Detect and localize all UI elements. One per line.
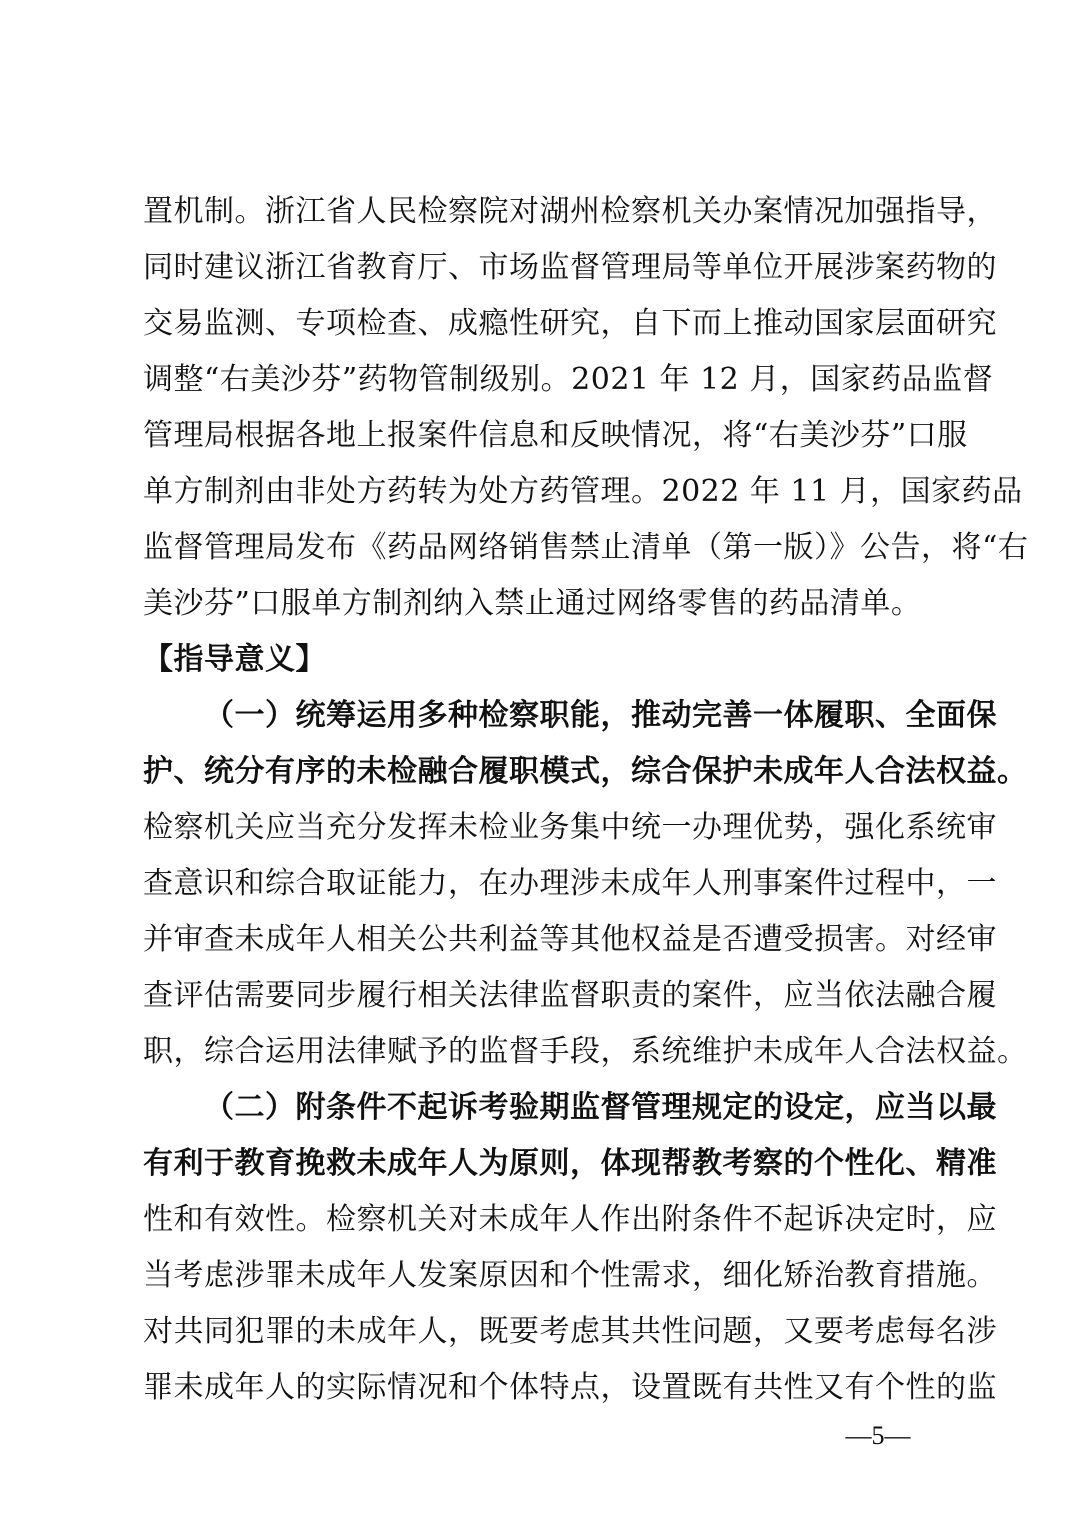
body-text-line: 单方制剂由非处方药转为处方药管理。2022 年 11 月，国家药品 xyxy=(143,474,1023,509)
body-text-line: 性和有效性。检察机关对未成年人作出附条件不起诉决定时，应 xyxy=(143,1202,997,1237)
body-text-line: 查意识和综合取证能力，在办理涉未成年人刑事案件过程中，一 xyxy=(143,866,997,901)
body-text-line: 同时建议浙江省教育厅、市场监督管理局等单位开展涉案药物的 xyxy=(143,250,997,285)
body-text-line: 管理局根据各地上报案件信息和反映情况，将“右美沙芬”口服 xyxy=(143,418,968,453)
body-text-line: 置机制。浙江省人民检察院对湖州检察机关办案情况加强指导， xyxy=(143,194,997,229)
body-text-line: 并审查未成年人相关公共利益等其他权益是否遭受损害。对经审 xyxy=(143,922,997,957)
section-heading: 【指导意义】 xyxy=(143,642,326,677)
body-text-line: 职，综合运用法律赋予的监督手段，系统维护未成年人合法权益。 xyxy=(143,1034,1028,1069)
body-text-line: 调整“右美沙芬”药物管制级别。2021 年 12 月，国家药品监督 xyxy=(143,362,994,397)
body-text-line: 查评估需要同步履行相关法律监督职责的案件，应当依法融合履 xyxy=(143,978,997,1013)
body-text-line: 交易监测、专项检查、成瘾性研究，自下而上推动国家层面研究 xyxy=(143,306,997,341)
body-text-line: 监督管理局发布《药品网络销售禁止清单（第一版）》公告，将“右 xyxy=(143,530,1029,565)
body-text-line: 美沙芬”口服单方制剂纳入禁止通过网络零售的药品清单。 xyxy=(143,586,922,621)
paragraph-one-lead: （一）统筹运用多种检察职能，推动完善一体履职、全面保 xyxy=(204,698,997,733)
paragraph-one-lead: 护、统分有序的未检融合履职模式，综合保护未成年人合法权益。 xyxy=(143,754,1028,789)
body-text-line: 对共同犯罪的未成年人，既要考虑其共性问题，又要考虑每名涉 xyxy=(143,1314,997,1349)
body-text-line: 罪未成年人的实际情况和个体特点，设置既有共性又有个性的监 xyxy=(143,1370,997,1405)
paragraph-two-lead: （二）附条件不起诉考验期监督管理规定的设定，应当以最 xyxy=(204,1090,997,1125)
body-text-line: 当考虑涉罪未成年人发案原因和个性需求，细化矫治教育措施。 xyxy=(143,1258,997,1293)
paragraph-two-lead: 有利于教育挽救未成年人为原则，体现帮教考察的个性化、精准 xyxy=(143,1146,997,1181)
body-text-line: 检察机关应当充分发挥未检业务集中统一办理优势，强化系统审 xyxy=(143,810,997,845)
page-number: —5— xyxy=(845,1421,911,1450)
